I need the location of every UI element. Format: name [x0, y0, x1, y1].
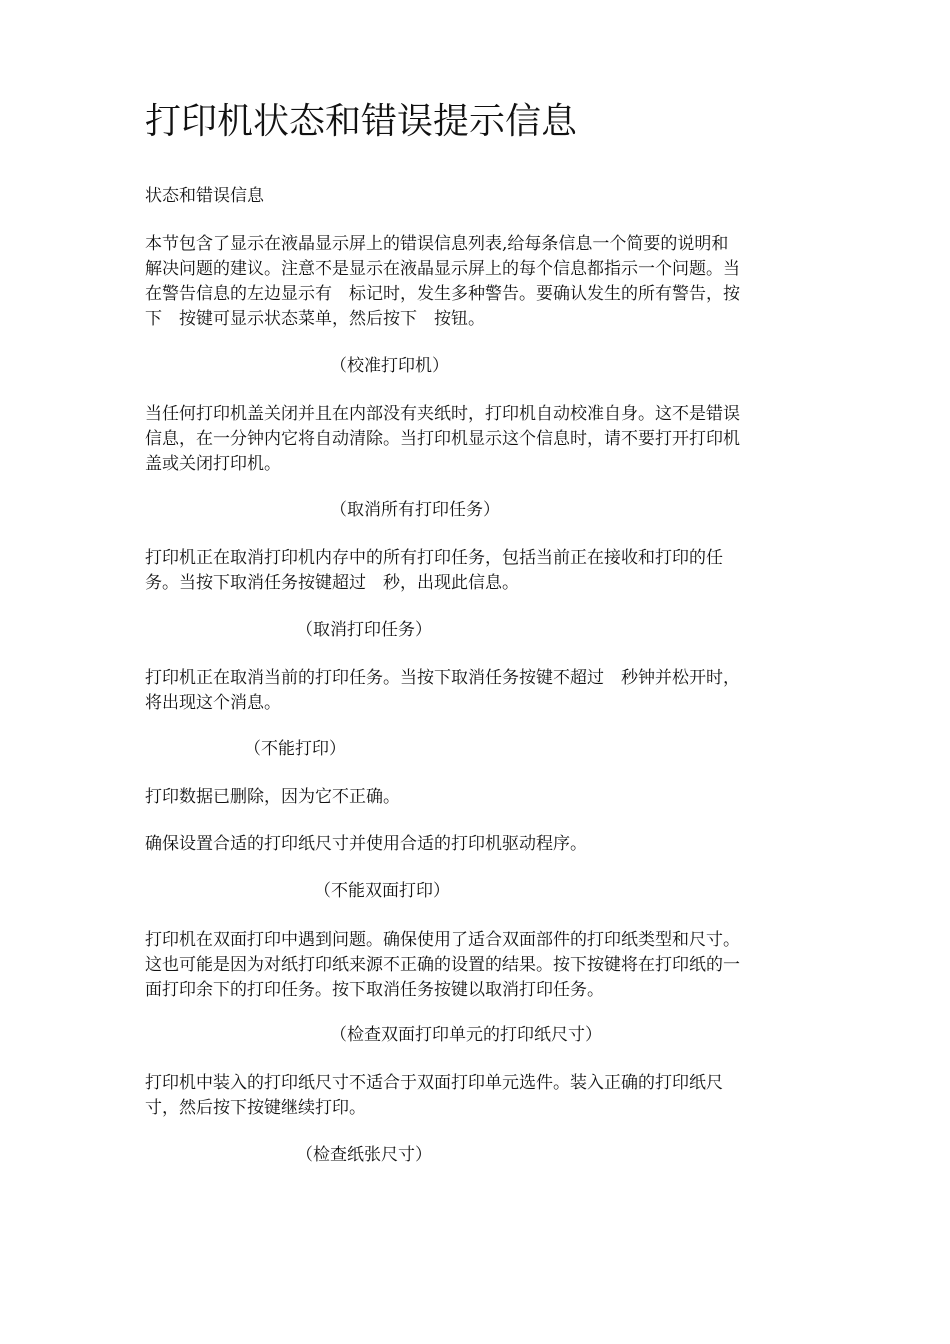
paragraph-line: 打印机正在取消打印机内存中的所有打印任务，包括当前正在接收和打印的任 — [145, 548, 723, 568]
section-heading: （校准打印机） — [330, 356, 449, 376]
paragraph-line: 打印机在双面打印中遇到问题。确保使用了适合双面部件的打印纸类型和尺寸。 — [145, 930, 740, 950]
paragraph-line: 打印机中装入的打印纸尺寸不适合于双面打印单元选件。装入正确的打印纸尺 — [145, 1073, 723, 1093]
section-paragraph — [145, 546, 815, 596]
section-paragraph — [145, 785, 815, 810]
document-title: 打印机状态和错误提示信息 — [145, 101, 578, 142]
paragraph-line: 盖或关闭打印机。 — [145, 454, 281, 474]
paragraph-line: 务。当按下取消任务按键超过 秒，出现此信息。 — [145, 573, 519, 593]
section-paragraph — [145, 928, 815, 1003]
section-paragraph — [145, 1071, 815, 1121]
section-heading: （取消打印任务） — [296, 620, 432, 640]
intro-line: 在警告信息的左边显示有 标记时，发生多种警告。要确认发生的所有警告，按 — [145, 284, 740, 304]
paragraph-line: 打印数据已删除，因为它不正确。 — [145, 787, 400, 807]
intro-line: 解决问题的建议。注意不是显示在液晶显示屏上的每个信息都指示一个问题。当 — [145, 259, 740, 279]
intro-paragraph — [145, 232, 815, 332]
section-paragraph — [145, 666, 815, 716]
paragraph-line: 信息，在一分钟内它将自动清除。当打印机显示这个信息时，请不要打开打印机 — [145, 429, 740, 449]
section-heading: （不能双面打印） — [314, 881, 450, 901]
intro-line: 本节包含了显示在液晶显示屏上的错误信息列表,给每条信息一个简要的说明和 — [145, 234, 729, 254]
section-heading: （检查双面打印单元的打印纸尺寸） — [330, 1025, 602, 1045]
document-subtitle: 状态和错误信息 — [145, 186, 264, 206]
paragraph-line: 面打印余下的打印任务。按下取消任务按键以取消打印任务。 — [145, 980, 604, 1000]
paragraph-line: 这也可能是因为对纸打印纸来源不正确的设置的结果。按下按键将在打印纸的一 — [145, 955, 740, 975]
section-paragraph — [145, 832, 815, 857]
paragraph-line: 将出现这个消息。 — [145, 693, 281, 713]
paragraph-line: 确保设置合适的打印纸尺寸并使用合适的打印机驱动程序。 — [145, 834, 587, 854]
section-paragraph — [145, 402, 815, 477]
paragraph-line: 寸，然后按下按键继续打印。 — [145, 1098, 366, 1118]
intro-line: 下 按键可显示状态菜单，然后按下 按钮。 — [145, 309, 485, 329]
paragraph-line: 打印机正在取消当前的打印任务。当按下取消任务按键不超过 秒钟并松开时， — [145, 668, 740, 688]
section-heading: （检查纸张尺寸） — [296, 1145, 432, 1165]
paragraph-line: 当任何打印机盖关闭并且在内部没有夹纸时，打印机自动校准自身。这不是错误 — [145, 404, 740, 424]
section-heading: （不能打印） — [244, 739, 346, 759]
section-heading: （取消所有打印任务） — [330, 500, 500, 520]
